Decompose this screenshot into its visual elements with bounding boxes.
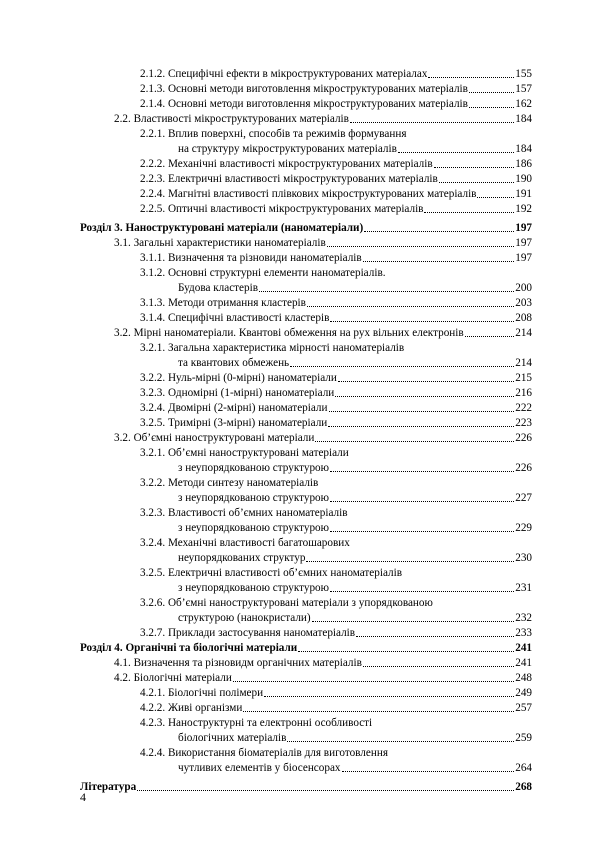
toc-entry-title: 3.1.2. Основні структурні елементи наноматеріалів.	[140, 267, 386, 279]
toc-entry-title: біологічних матеріалів	[178, 732, 287, 744]
toc-entry	[80, 779, 532, 794]
toc-entry	[80, 670, 532, 685]
toc-entry	[80, 700, 532, 715]
toc-entry	[80, 201, 532, 216]
dot-leader	[356, 628, 514, 637]
toc-entry-page: 226	[515, 432, 532, 444]
toc-entry-page: 157	[515, 83, 532, 95]
dot-leader	[335, 388, 514, 397]
toc-entry-title: структурою (нанокристали)	[178, 612, 311, 624]
toc-entry-title: 3.2. Об’ємні наноструктуровані матеріали	[114, 432, 315, 444]
toc-entry	[80, 490, 532, 505]
toc-entry-title: Розділ 4. Органічні та біологічні матеріали	[80, 642, 298, 654]
toc-entry-title: 4.2.3. Наноструктурні та електронні особливості	[140, 717, 373, 729]
toc-entry-page: 215	[515, 372, 532, 384]
toc-entry-title: з неупорядкованою структурою	[178, 492, 329, 504]
dot-leader	[330, 463, 514, 472]
dot-leader	[312, 613, 515, 622]
toc-entry-page: 233	[515, 627, 532, 639]
toc-entry-page: 191	[515, 188, 532, 200]
toc-entry	[80, 715, 532, 730]
toc-entry	[80, 640, 532, 655]
dot-leader	[287, 733, 514, 742]
toc-entry-page: 230	[515, 552, 532, 564]
toc-entry-page: 192	[515, 203, 532, 215]
toc-entry-page: 227	[515, 492, 532, 504]
toc-entry-page: 216	[515, 387, 532, 399]
toc-entry-page: 259	[515, 732, 532, 744]
toc-entry-title: 3.2.2. Нуль-мірні (0-мірні) наноматеріали	[140, 372, 337, 384]
toc-entry-title: Література	[80, 781, 137, 793]
toc-entry-page: 226	[515, 462, 532, 474]
toc-entry	[80, 126, 532, 141]
dot-leader	[469, 99, 514, 108]
dot-leader	[363, 253, 515, 262]
toc-entry-title: 3.2.5. Електричні властивості об’ємних наноматеріалів	[140, 567, 402, 579]
toc-entry	[80, 550, 532, 565]
toc-entry	[80, 156, 532, 171]
toc-entry-title: 3.2. Мірні наноматеріали. Квантові обмеження на рух вільних електронів	[114, 327, 464, 339]
dot-leader	[465, 328, 515, 337]
dot-leader	[328, 418, 514, 427]
toc-entry	[80, 460, 532, 475]
toc-entry-title: 3.2.7. Приклади застосування наноматеріалів	[140, 627, 356, 639]
toc-entry	[80, 745, 532, 760]
toc-entry-page: 190	[515, 173, 532, 185]
toc-entry	[80, 610, 532, 625]
toc-entry	[80, 186, 532, 201]
toc-entry	[80, 535, 532, 550]
page-number: 4	[80, 790, 86, 804]
toc-entry-title: 2.2.5. Оптичні властивості мікроструктурованих матеріалів	[140, 203, 424, 215]
toc-entry	[80, 565, 532, 580]
toc-entry	[80, 141, 532, 156]
toc-entry-title: 4.2. Біологічні матеріали	[114, 672, 232, 684]
toc-entry-title: неупорядкованих структур	[178, 552, 306, 564]
toc-entry	[80, 445, 532, 460]
toc-entry-title: 2.2. Властивості мікроструктурованих матеріалів	[114, 113, 349, 125]
toc-entry	[80, 580, 532, 595]
toc-entry	[80, 475, 532, 490]
dot-leader	[233, 673, 514, 682]
dot-leader	[259, 283, 514, 292]
toc-entry-title: 3.2.2. Методи синтезу наноматеріалів	[140, 477, 319, 489]
toc-entry-page: 268	[515, 781, 532, 793]
toc-entry-title: та квантових обмежень	[178, 357, 290, 369]
toc-entry-title: 3.2.3. Властивості об’ємних наноматеріалів	[140, 507, 348, 519]
dot-leader	[298, 643, 514, 652]
toc-entry-page: 264	[515, 762, 532, 774]
toc-entry-page: 223	[515, 417, 532, 429]
toc-entry	[80, 250, 532, 265]
toc-entry-page: 197	[515, 252, 532, 264]
toc-entry	[80, 370, 532, 385]
toc-entry	[80, 505, 532, 520]
toc-entry-title: чутливих елементів у біосенсорах	[178, 762, 341, 774]
dot-leader	[330, 313, 514, 322]
dot-leader	[290, 358, 514, 367]
dot-leader	[264, 688, 514, 697]
toc-entry-page: 186	[515, 158, 532, 170]
toc-entry-title: на структуру мікроструктурованих матеріалів	[178, 143, 397, 155]
toc-entry	[80, 355, 532, 370]
toc-entry-page: 162	[515, 98, 532, 110]
toc-entry-page: 184	[515, 143, 532, 155]
toc-entry-page: 208	[515, 312, 532, 324]
toc-entry-page: 200	[515, 282, 532, 294]
toc-entry	[80, 81, 532, 96]
toc-entry-title: з неупорядкованою структурою	[178, 582, 329, 594]
dot-leader	[338, 373, 514, 382]
toc-entry	[80, 310, 532, 325]
dot-leader	[330, 583, 514, 592]
dot-leader	[315, 433, 514, 442]
toc-entry-page: 257	[515, 702, 532, 714]
toc-entry-page: 248	[515, 672, 532, 684]
toc-entry	[80, 280, 532, 295]
toc-entry-title: 3.2.1. Об’ємні наноструктуровані матеріали	[140, 447, 349, 459]
toc-entry	[80, 340, 532, 355]
dot-leader	[329, 403, 515, 412]
dot-leader	[469, 84, 514, 93]
toc-entry-title: 4.2.4. Використання біоматеріалів для виготовлення	[140, 747, 388, 759]
toc-entry-page: 214	[515, 327, 532, 339]
dot-leader	[428, 69, 514, 78]
toc-entry	[80, 685, 532, 700]
toc-entry-page: 155	[515, 68, 532, 80]
toc-entry-title: 4.2.1. Біологічні полімери	[140, 687, 264, 699]
toc-entry-title: 3.2.5. Тримірні (3-мірні) наноматеріали	[140, 417, 328, 429]
toc-entry-title: 2.1.4. Основні методи виготовлення мікроструктурованих матеріалів	[140, 98, 468, 110]
toc-entry-page: 203	[515, 297, 532, 309]
toc-entry-page: 197	[515, 237, 532, 249]
toc-entry	[80, 295, 532, 310]
dot-leader	[342, 763, 515, 772]
toc-entry	[80, 625, 532, 640]
toc-entry	[80, 595, 532, 610]
toc-entry	[80, 66, 532, 81]
toc-entry-page: 231	[515, 582, 532, 594]
dot-leader	[363, 658, 514, 667]
toc-entry-title: 4.2.2. Живі організми	[140, 702, 243, 714]
toc-entry	[80, 265, 532, 280]
toc-entry-title: 3.1.4. Специфічні властивості кластерів	[140, 312, 330, 324]
toc-entry-page: 222	[515, 402, 532, 414]
toc-entry-title: 3.1.3. Методи отримання кластерів	[140, 297, 306, 309]
dot-leader	[327, 238, 514, 247]
toc-entry-title: 3.2.6. Об’ємні наноструктуровані матеріали з упорядкованою	[140, 597, 433, 609]
toc-entry	[80, 655, 532, 670]
toc-entry	[80, 760, 532, 775]
toc-entry-title: з неупорядкованою структурою	[178, 462, 329, 474]
toc-entry-title: 3.2.1. Загальна характеристика мірності наноматеріалів	[140, 342, 405, 354]
dot-leader	[439, 174, 514, 183]
toc-entry	[80, 171, 532, 186]
toc-entry-title: 3.2.3. Одномірні (1-мірні) наноматеріали	[140, 387, 335, 399]
dot-leader	[398, 144, 514, 153]
toc-entry	[80, 235, 532, 250]
toc-entry-title: 2.2.1. Вплив поверхні, способів та режимів формування	[140, 128, 407, 140]
dot-leader	[364, 223, 514, 232]
dot-leader	[330, 523, 514, 532]
toc-entry	[80, 96, 532, 111]
toc-entry	[80, 385, 532, 400]
toc-entry-page: 229	[515, 522, 532, 534]
toc-entry-title: 3.1. Загальні характеристики наноматеріалів	[114, 237, 326, 249]
dot-leader	[477, 189, 514, 198]
toc-entry-page: 249	[515, 687, 532, 699]
dot-leader	[424, 204, 514, 213]
toc-entry-title: 2.2.4. Магнітні властивості плівкових мікроструктурованих матеріалів	[140, 188, 477, 200]
dot-leader	[306, 553, 514, 562]
toc-entry-title: 2.2.3. Електричні властивості мікроструктурованих матеріалів	[140, 173, 438, 185]
toc-entry-page: 197	[515, 222, 532, 234]
toc-entry	[80, 415, 532, 430]
dot-leader	[137, 782, 514, 791]
dot-leader	[307, 298, 514, 307]
toc-entry	[80, 730, 532, 745]
toc-entry-title: 4.1. Визначення та різновидм органічних матеріалів	[114, 657, 362, 669]
toc-entry	[80, 220, 532, 235]
dot-leader	[330, 493, 514, 502]
toc-entry-title: 3.2.4. Двомірні (2-мірні) наноматеріали	[140, 402, 328, 414]
toc-entry-title: 2.1.3. Основні методи виготовлення мікроструктурованих матеріалів	[140, 83, 468, 95]
table-of-contents	[80, 66, 532, 794]
toc-entry	[80, 111, 532, 126]
dot-leader	[434, 159, 515, 168]
toc-entry	[80, 520, 532, 535]
toc-entry-title: 3.1.1. Визначення та різновиди наноматеріалів	[140, 252, 362, 264]
toc-entry-page: 232	[515, 612, 532, 624]
toc-entry-page: 241	[515, 642, 532, 654]
dot-leader	[243, 703, 514, 712]
toc-entry-page: 184	[515, 113, 532, 125]
toc-entry-title: з неупорядкованою структурою	[178, 522, 329, 534]
toc-entry-title: 3.2.4. Механічні властивості багатошарових	[140, 537, 350, 549]
toc-entry-title: 2.1.2. Специфічні ефекти в мікроструктурованих матеріалах	[140, 68, 428, 80]
toc-entry-title: Будова кластерів	[178, 282, 259, 294]
toc-entry	[80, 400, 532, 415]
dot-leader	[350, 114, 514, 123]
toc-entry-title: Розділ 3. Наноструктуровані матеріали (наноматеріали)	[80, 222, 364, 234]
toc-entry-page: 241	[515, 657, 532, 669]
toc-entry	[80, 430, 532, 445]
toc-entry-title: 2.2.2. Механічні властивості мікроструктурованих матеріалів	[140, 158, 433, 170]
toc-entry	[80, 325, 532, 340]
toc-entry-page: 214	[515, 357, 532, 369]
